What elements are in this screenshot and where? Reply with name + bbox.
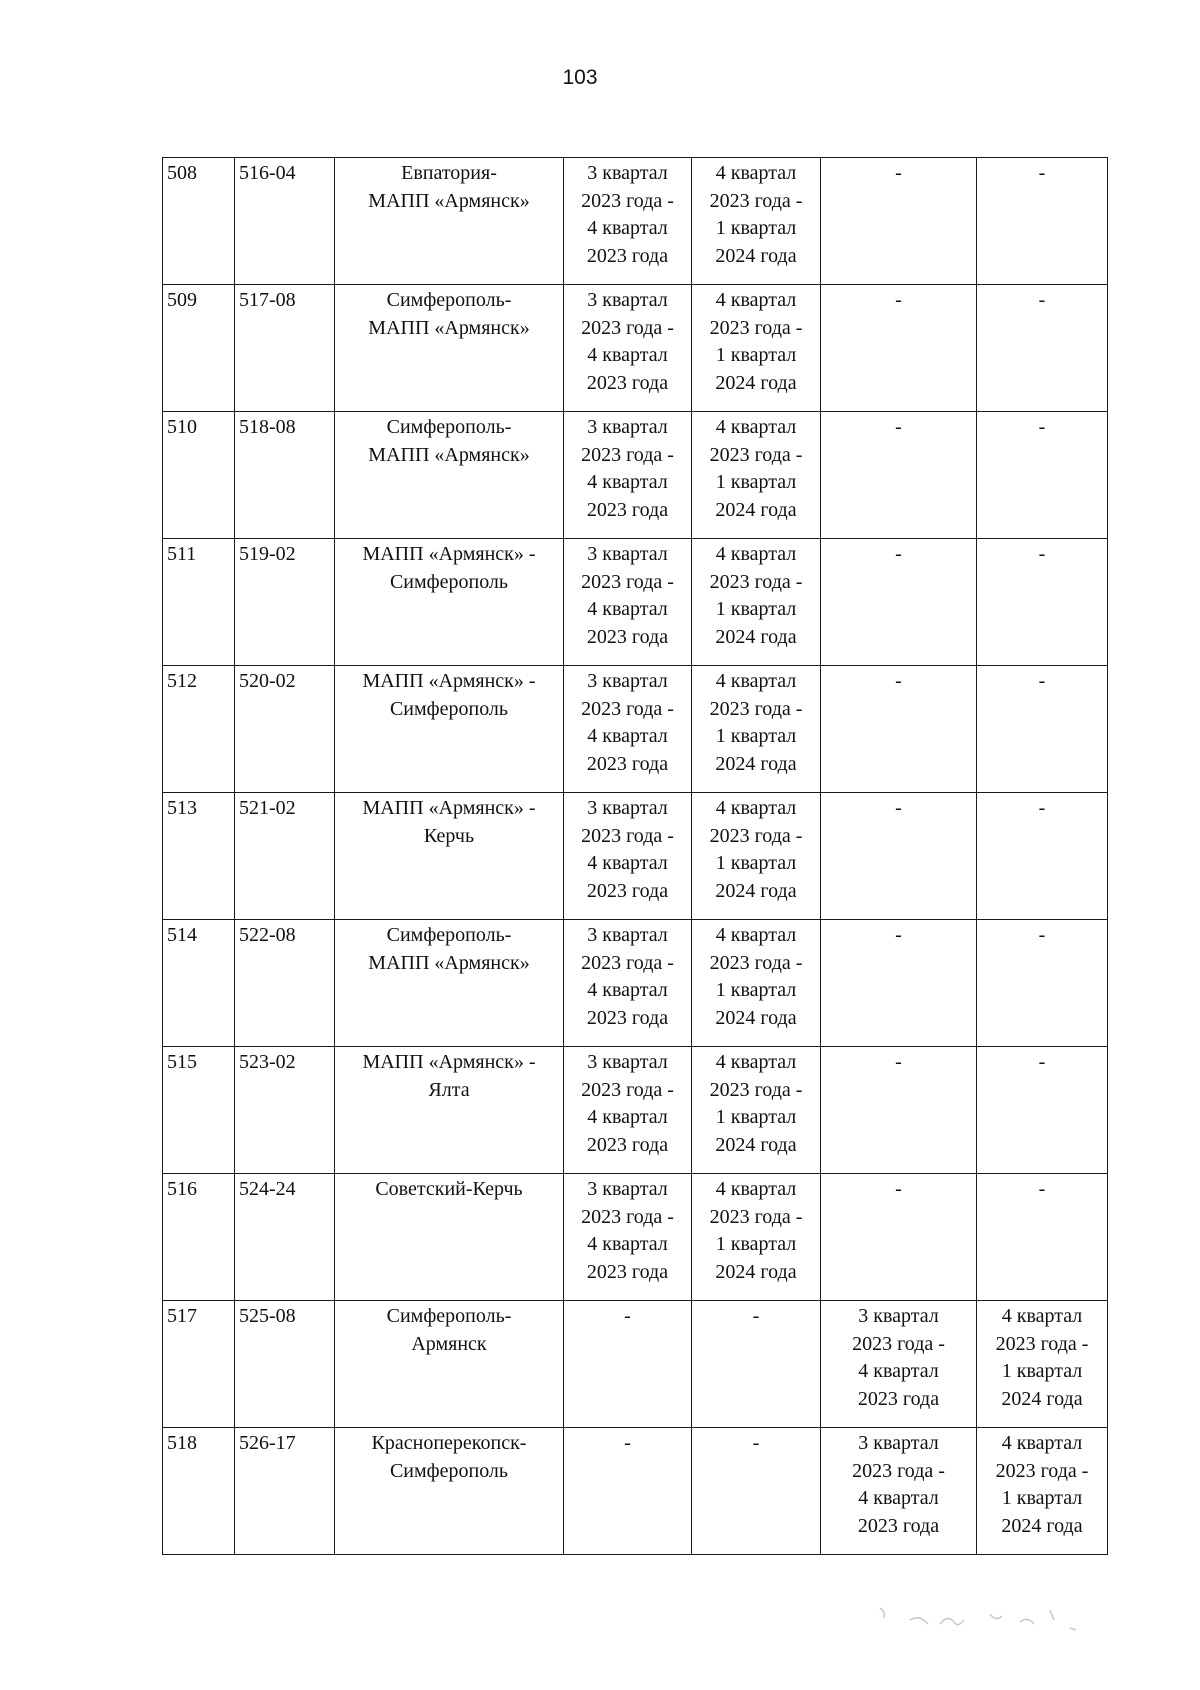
cell-period-1: 3 квартал 2023 года - 4 квартал 2023 года [564, 920, 692, 1047]
cell-route-name: Симферополь- Армянск [335, 1301, 564, 1428]
cell-period-2: 4 квартал 2023 года - 1 квартал 2024 года [692, 920, 821, 1047]
cell-period-2: 4 квартал 2023 года - 1 квартал 2024 года [692, 412, 821, 539]
table-body [163, 158, 1108, 1555]
table-row [163, 1174, 1108, 1301]
table-row [163, 285, 1108, 412]
cell-period-2: 4 квартал 2023 года - 1 квартал 2024 года [692, 666, 821, 793]
table-row [163, 539, 1108, 666]
cell-period-4: - [977, 539, 1108, 666]
cell-period-3: - [821, 285, 977, 412]
cell-period-3: - [821, 1174, 977, 1301]
cell-number: 510 [163, 412, 235, 539]
table-row [163, 1047, 1108, 1174]
scan-artifact-mark [870, 1600, 1090, 1640]
cell-route-code: 525-08 [235, 1301, 335, 1428]
cell-number: 513 [163, 793, 235, 920]
table-row [163, 158, 1108, 285]
table-row [163, 920, 1108, 1047]
cell-number: 508 [163, 158, 235, 285]
cell-period-4: - [977, 285, 1108, 412]
cell-period-2: - [692, 1428, 821, 1555]
cell-period-4: - [977, 412, 1108, 539]
cell-route-name: МАПП «Армянск» - Симферополь [335, 539, 564, 666]
cell-number: 518 [163, 1428, 235, 1555]
cell-number: 515 [163, 1047, 235, 1174]
cell-route-code: 526-17 [235, 1428, 335, 1555]
cell-route-name: МАПП «Армянск» - Керчь [335, 793, 564, 920]
cell-route-name: Советский-Керчь [335, 1174, 564, 1301]
cell-number: 517 [163, 1301, 235, 1428]
cell-period-2: 4 квартал 2023 года - 1 квартал 2024 года [692, 1174, 821, 1301]
cell-route-name: Красноперекопск- Симферополь [335, 1428, 564, 1555]
cell-route-name: Симферополь- МАПП «Армянск» [335, 285, 564, 412]
cell-route-code: 524-24 [235, 1174, 335, 1301]
cell-route-name: МАПП «Армянск» - Ялта [335, 1047, 564, 1174]
cell-period-3: - [821, 666, 977, 793]
cell-period-4: - [977, 666, 1108, 793]
cell-period-3: 3 квартал 2023 года - 4 квартал 2023 года [821, 1428, 977, 1555]
cell-route-code: 522-08 [235, 920, 335, 1047]
cell-period-1: 3 квартал 2023 года - 4 квартал 2023 года [564, 285, 692, 412]
cell-period-4: - [977, 158, 1108, 285]
cell-route-name: МАПП «Армянск» - Симферополь [335, 666, 564, 793]
cell-number: 512 [163, 666, 235, 793]
cell-period-3: - [821, 1047, 977, 1174]
table-row [163, 793, 1108, 920]
table-row [163, 666, 1108, 793]
cell-route-name: Евпатория- МАПП «Армянск» [335, 158, 564, 285]
cell-period-1: 3 квартал 2023 года - 4 квартал 2023 года [564, 412, 692, 539]
page-number: 103 [562, 66, 598, 89]
cell-period-1: 3 квартал 2023 года - 4 квартал 2023 года [564, 793, 692, 920]
cell-period-2: - [692, 1301, 821, 1428]
cell-period-1: 3 квартал 2023 года - 4 квартал 2023 года [564, 1047, 692, 1174]
cell-number: 511 [163, 539, 235, 666]
cell-period-3: - [821, 158, 977, 285]
cell-period-3: - [821, 793, 977, 920]
cell-route-name: Симферополь- МАПП «Армянск» [335, 920, 564, 1047]
cell-period-4: 4 квартал 2023 года - 1 квартал 2024 года [977, 1301, 1108, 1428]
cell-route-code: 518-08 [235, 412, 335, 539]
cell-period-2: 4 квартал 2023 года - 1 квартал 2024 года [692, 158, 821, 285]
cell-route-code: 517-08 [235, 285, 335, 412]
cell-period-2: 4 квартал 2023 года - 1 квартал 2024 года [692, 793, 821, 920]
cell-period-2: 4 квартал 2023 года - 1 квартал 2024 года [692, 539, 821, 666]
cell-route-code: 520-02 [235, 666, 335, 793]
route-schedule-table [162, 157, 1108, 1555]
cell-period-1: 3 квартал 2023 года - 4 квартал 2023 года [564, 1174, 692, 1301]
cell-period-3: - [821, 920, 977, 1047]
table-row [163, 412, 1108, 539]
cell-period-1: - [564, 1428, 692, 1555]
cell-number: 509 [163, 285, 235, 412]
cell-period-4: - [977, 1174, 1108, 1301]
cell-period-4: 4 квартал 2023 года - 1 квартал 2024 года [977, 1428, 1108, 1555]
cell-route-name: Симферополь- МАПП «Армянск» [335, 412, 564, 539]
cell-period-2: 4 квартал 2023 года - 1 квартал 2024 года [692, 1047, 821, 1174]
cell-number: 514 [163, 920, 235, 1047]
cell-period-1: - [564, 1301, 692, 1428]
cell-period-3: 3 квартал 2023 года - 4 квартал 2023 года [821, 1301, 977, 1428]
cell-period-4: - [977, 793, 1108, 920]
cell-route-code: 523-02 [235, 1047, 335, 1174]
cell-route-code: 516-04 [235, 158, 335, 285]
cell-route-code: 521-02 [235, 793, 335, 920]
table-row [163, 1428, 1108, 1555]
cell-period-4: - [977, 1047, 1108, 1174]
cell-number: 516 [163, 1174, 235, 1301]
cell-period-3: - [821, 412, 977, 539]
table-row [163, 1301, 1108, 1428]
cell-period-1: 3 квартал 2023 года - 4 квартал 2023 года [564, 158, 692, 285]
cell-period-1: 3 квартал 2023 года - 4 квартал 2023 года [564, 666, 692, 793]
cell-route-code: 519-02 [235, 539, 335, 666]
cell-period-4: - [977, 920, 1108, 1047]
cell-period-2: 4 квартал 2023 года - 1 квартал 2024 года [692, 285, 821, 412]
cell-period-3: - [821, 539, 977, 666]
cell-period-1: 3 квартал 2023 года - 4 квартал 2023 года [564, 539, 692, 666]
